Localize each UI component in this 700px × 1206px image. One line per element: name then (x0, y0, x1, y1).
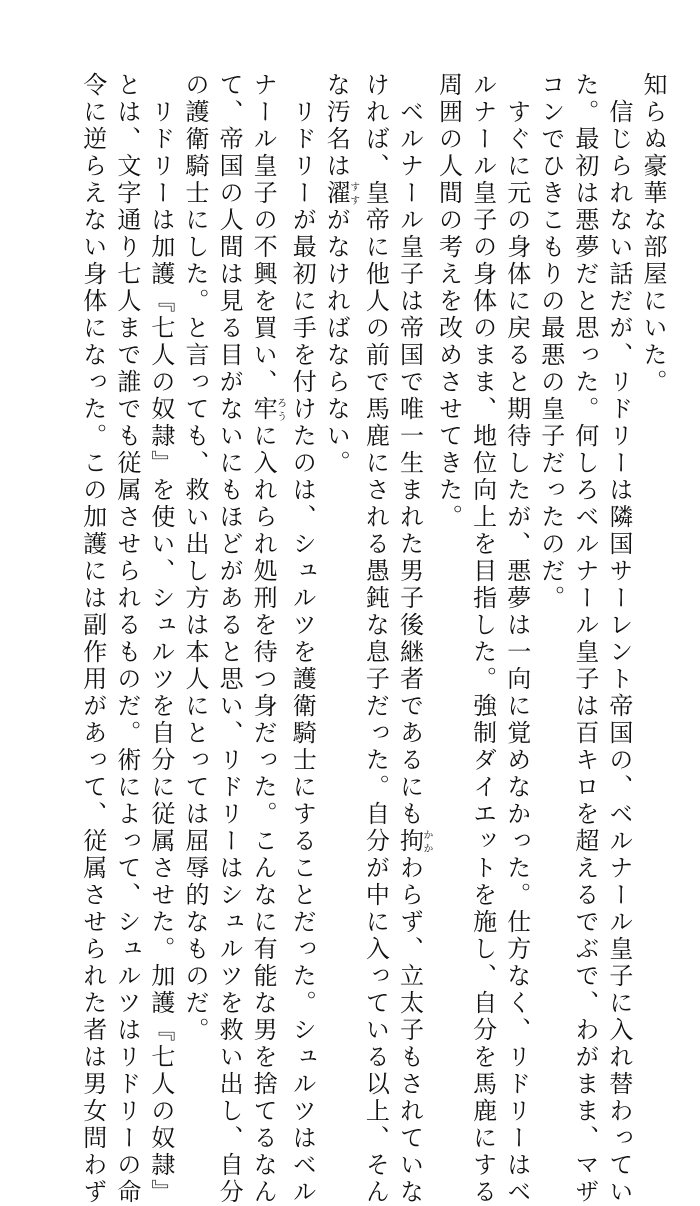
text-segment: がなければならない。 (322, 207, 351, 477)
ruby-reading: すす (347, 180, 359, 207)
text-line: 知らぬ豪華な部屋にいた。 (639, 72, 667, 396)
text-line: リドリーは加護『七人の奴隷』を使い、シュルツを自分に従属させた。加護『七人の奴隷』 (146, 72, 175, 1206)
text-segment: わらず、立太子もされていな (395, 855, 424, 1206)
ruby-reading: ろう (274, 396, 286, 423)
vertical-text-block (20, 72, 670, 1206)
ruby-base: 拘 (395, 828, 424, 855)
text-line (246, 72, 286, 1206)
text-line: 令に逆らえない身体になった。この加護には副作用があって、従属させられた者は男女問わず (78, 72, 107, 1206)
text-line (392, 72, 432, 1206)
text-line: リドリーが最初に手を付けたのは、シュルツを護衛騎士にすることだった。シュルツはベル (288, 72, 317, 1206)
text-line: ければ、皇帝に他人の前で馬鹿にされる愚鈍な息子だった。自分が中に入っている以上、そん (361, 72, 390, 1206)
ruby-base: 濯 (322, 180, 351, 207)
text-segment: に入れられ処刑を待つ身だった。こんなに有能な男を捨てるなん (249, 423, 278, 1206)
text-line: とは、文字通り七人まで誰でも従属させられるものだ。術によって、シュルツはリドリーの命 (112, 72, 141, 1206)
ruby-annotation (322, 180, 359, 207)
ruby-base: 牢 (249, 396, 278, 423)
text-line: て、帝国の人間は見る目がないにもほどがあると思い、リドリーはシュルツを救い出し、自分 (215, 72, 244, 1206)
ruby-annotation (395, 828, 432, 855)
text-line (319, 72, 358, 977)
text-segment: な汚名は (322, 72, 351, 180)
text-segment: ベルナール皇子は帝国で唯一生まれた男子後継者であるにも (395, 72, 424, 828)
text-line: すぐに元の身体に戻ると期待したが、悪夢は一向に覚めなかった。仕方なく、リドリーはベ (502, 72, 531, 1206)
ruby-reading: かか (420, 828, 432, 855)
text-line: ルナール皇子の身体のまま、地位向上を目指した。強制ダイエットを施し、自分を馬鹿にする (468, 72, 497, 1206)
text-line: た。最初は悪夢だと思った。何しろベルナール皇子は百キロを超えるでぶで、わがまま、マザ (570, 72, 599, 1206)
ruby-annotation (249, 396, 286, 423)
text-line: 信じられない話だが、リドリーは隣国サーレント帝国の、ベルナール皇子に入れ替わってい (604, 72, 633, 1206)
text-line: コンでひきこもりの最悪の皇子だったのだ。 (536, 72, 565, 612)
text-line: 周囲の人間の考えを改めさせてきた。 (434, 72, 463, 531)
text-segment: ナール皇子の不興を買い、 (249, 72, 278, 396)
text-line: の護衛騎士にした。と言っても、救い出し方は本人にとっては屈辱的なものだ。 (180, 72, 209, 1044)
